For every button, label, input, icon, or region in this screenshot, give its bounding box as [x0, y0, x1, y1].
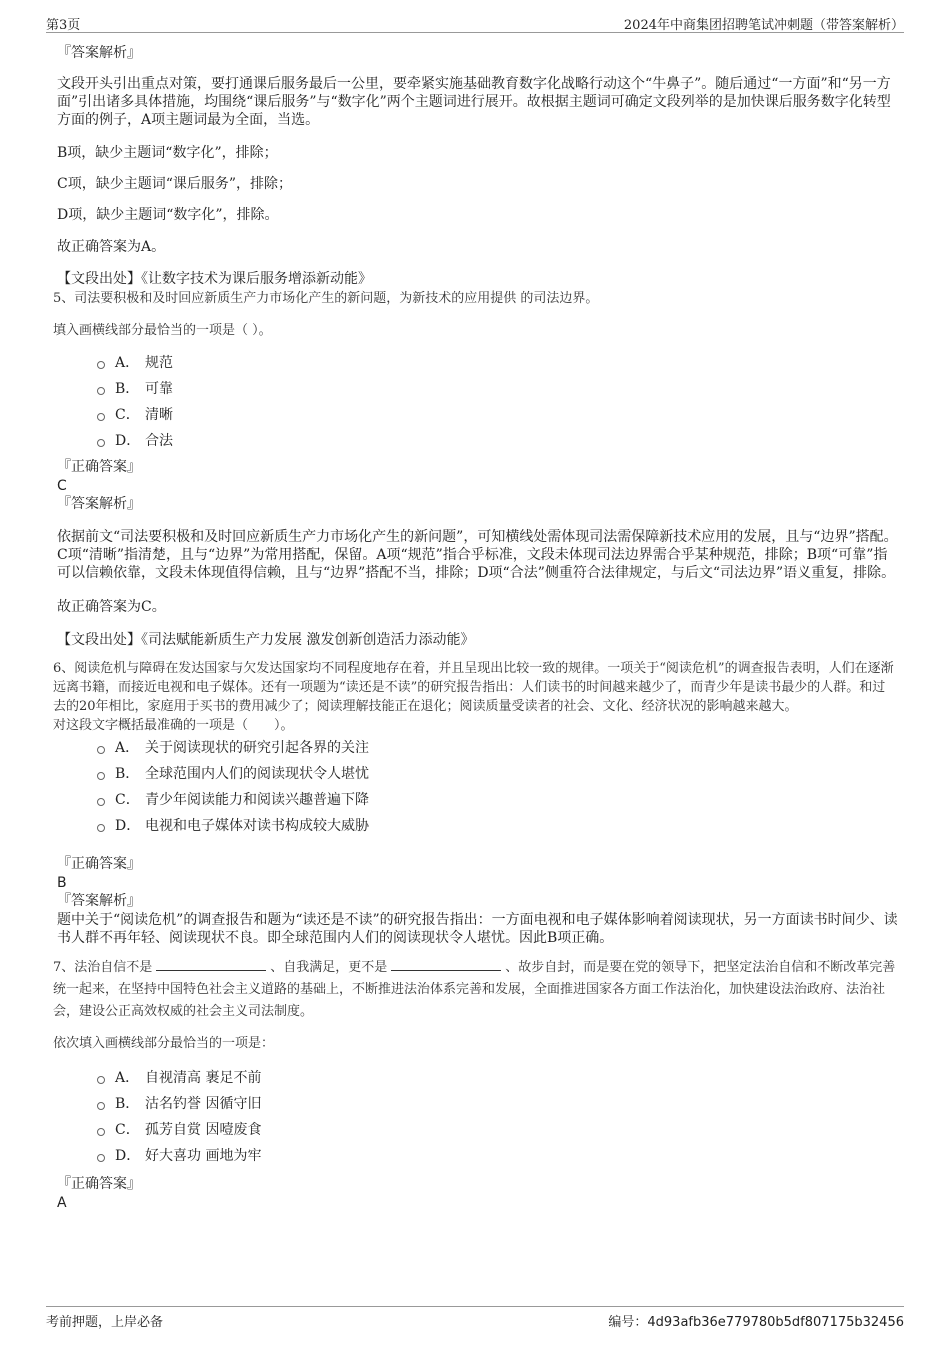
q6-answer: B: [57, 875, 67, 891]
radio-icon[interactable]: [97, 361, 105, 369]
q4-analysis-label: 『答案解析』: [57, 45, 141, 61]
q5-option-c[interactable]: C． 清晰: [97, 402, 898, 428]
q4-source: 【文段出处】《让数字技术为课后服务增添新动能》: [57, 271, 372, 287]
q7-correct-label: 『正确答案』: [57, 1176, 141, 1192]
q4-analysis-c: C项，缺少主题词“课后服务”，排除；: [57, 176, 293, 192]
q6-option-c[interactable]: C． 青少年阅读能力和阅读兴趣普遍下降: [97, 787, 898, 813]
q6-prompt: 对这段文字概括最准确的一项是（ ）。: [53, 718, 294, 733]
q6-option-a[interactable]: A． 关于阅读现状的研究引起各界的关注: [97, 735, 898, 761]
q4-analysis-d: D项，缺少主题词“数字化”，排除。: [57, 207, 279, 223]
q7-option-b[interactable]: B． 沽名钓誉 因循守旧: [97, 1091, 898, 1117]
document-title: 2024年中商集团招聘笔试冲刺题（带答案解析）: [623, 18, 904, 33]
q5-stem: 5、司法要积极和及时回应新质生产力市场化产生的新问题，为新技术的应用提供 的司法边界。: [53, 291, 599, 306]
q7-option-d[interactable]: D． 好大喜功 画地为牢: [97, 1143, 898, 1169]
q6-options: [97, 735, 898, 839]
radio-icon[interactable]: [97, 746, 105, 754]
q5-prompt: 填入画横线部分最恰当的一项是（ ）。: [53, 323, 272, 338]
q5-correct-label: 『正确答案』: [57, 459, 141, 475]
radio-icon[interactable]: [97, 1128, 105, 1136]
q5-option-a[interactable]: A． 规范: [97, 350, 898, 376]
page-footer: [46, 1306, 904, 1329]
radio-icon[interactable]: [97, 1102, 105, 1110]
q5-option-d[interactable]: D． 合法: [97, 428, 898, 454]
document-code: 4d93afb36e779780b5df807175b32456: [647, 1315, 904, 1330]
q7-option-c[interactable]: C． 孤芳自赏 因噎废食: [97, 1117, 898, 1143]
radio-icon[interactable]: [97, 772, 105, 780]
page-number: 第3页: [46, 18, 81, 33]
footer-id: 编号：4d93afb36e779780b5df807175b32456: [608, 1315, 904, 1330]
page-header: [46, 10, 904, 33]
footer-slogan: 考前押题，上岸必备: [46, 1315, 164, 1330]
fill-blank-2[interactable]: [391, 958, 501, 971]
radio-icon[interactable]: [97, 1154, 105, 1162]
q5-option-b[interactable]: B． 可靠: [97, 376, 898, 402]
q6-option-b[interactable]: B． 全球范围内人们的阅读现状令人堪忧: [97, 761, 898, 787]
q4-analysis-text: 文段开头引出重点对策，要打通课后服务最后一公里，要牵紧实施基础教育数字化战略行动这个“牛鼻子”。随后通过“一方面”和“另一方面”引出诸多具体措施，均围绕“课后服务”与“数字化”两个主题词进行展开。故根据主题词可确定文段列举的是加快课后服务数字化转型方面的例子，A项主题词最为全面，当选。: [57, 76, 891, 128]
q5-source: 【文段出处】《司法赋能新质生产力发展 激发创新创造活力添动能》: [57, 632, 475, 648]
q6-analysis-label: 『答案解析』: [57, 893, 141, 909]
q6-correct-label: 『正确答案』: [57, 856, 141, 872]
q7-stem: 7、法治自信不是 、自我满足，更不是 、故步自封，而是要在党的领导下，把坚定法治自信和不断改革完善统一起来，在坚持中国特色社会主义道路的基础上，不断推进法治体系完善和发展，全面推进国家各方面工作法治化，加快建设法治政府、法治社会，建设公正高效权威的社会主义司法制度。: [53, 960, 896, 1019]
q7-answer: A: [57, 1195, 67, 1211]
q6-stem: 6、阅读危机与障碍在发达国家与欠发达国家均不同程度地存在着，并且呈现出比较一致的规律。一项关于“阅读危机”的调查报告表明，人们在逐渐远离书籍，而接近电视和电子媒体。还有一项题为“读还是不读”的研究报告指出：人们读书的时间越来越少了，而青少年是读书最少的人群。和过去的20年相比，家庭用于买书的费用减少了；阅读理解技能正在退化；阅读质量受读者的社会、文化、经济状况的影响越来越大。: [53, 661, 894, 714]
q5-analysis-text: 依据前文“司法要积极和及时回应新质生产力市场化产生的新问题”，可知横线处需体现司法需保障新技术应用的发展，且与“边界”搭配。C项“清晰”指清楚，且与“边界”为常用搭配，保留。A项“规范”指合乎标准，文段未体现司法边界需合乎某种规范，排除；B项“可靠”指可以信赖依靠，文段未体现值得信赖，且与“边界”搭配不当，排除；D项“合法”侧重符合法律规定，与后文“司法边界”语义重复，排除。: [57, 529, 898, 581]
radio-icon[interactable]: [97, 798, 105, 806]
q4-analysis-b: B项，缺少主题词“数字化”，排除；: [57, 145, 278, 161]
q7-prompt: 依次填入画横线部分最恰当的一项是：: [53, 1036, 275, 1051]
q6-analysis-text: 题中关于“阅读危机”的调查报告和题为“读还是不读”的研究报告指出：一方面电视和电子媒体影响着阅读现状，另一方面读书时间少、读书人群不再年轻、阅读现状不良。即全球范围内人们的阅读现状令人堪忧。因此B项正确。: [57, 912, 898, 946]
radio-icon[interactable]: [97, 387, 105, 395]
q6-option-d[interactable]: D． 电视和电子媒体对读书构成较大威胁: [97, 813, 898, 839]
q5-conclusion: 故正确答案为C。: [57, 599, 166, 615]
q7-options: [97, 1065, 898, 1169]
radio-icon[interactable]: [97, 1076, 105, 1084]
q7-option-a[interactable]: A． 自视清高 裹足不前: [97, 1065, 898, 1091]
q5-answer: C: [57, 478, 67, 494]
radio-icon[interactable]: [97, 439, 105, 447]
q5-options: [97, 350, 898, 454]
radio-icon[interactable]: [97, 824, 105, 832]
q4-conclusion: 故正确答案为A。: [57, 239, 166, 255]
radio-icon[interactable]: [97, 413, 105, 421]
q5-analysis-label: 『答案解析』: [57, 496, 141, 512]
fill-blank-1[interactable]: [156, 958, 266, 971]
page-content: [53, 44, 898, 1212]
